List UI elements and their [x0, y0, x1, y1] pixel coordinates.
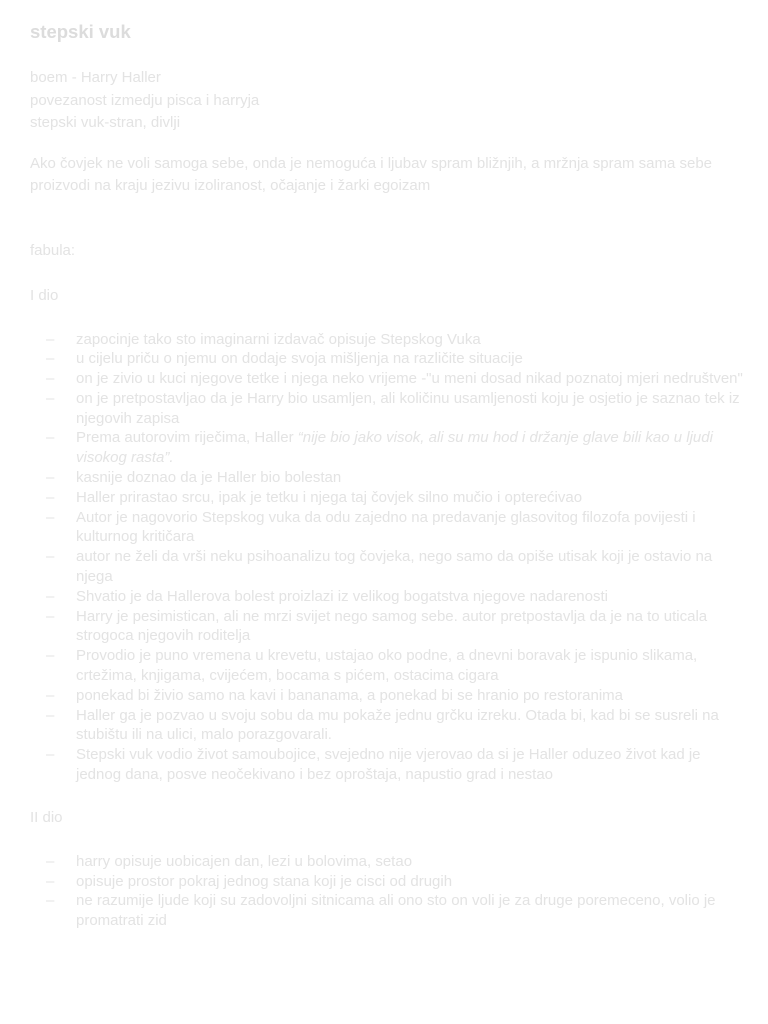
dash-bullet: –: [46, 607, 55, 625]
list-item: [30, 508, 744, 548]
list-item-text: opisuje prostor pokraj jednog stana koji je cisci od drugih: [76, 872, 453, 890]
document-title: stepski vuk: [30, 21, 131, 42]
list-item-text: on je zivio u kuci njegove tetke i njega neko vrijeme -"u meni dosad nikad poznatoj mjeri nedruštven": [76, 370, 743, 388]
list-item-text: harry opisuje uobicajen dan, lezi u bolovima, setao: [76, 852, 413, 870]
dash-bullet: –: [46, 892, 55, 910]
list-item: [30, 745, 744, 785]
list-item-text: ne razumije ljude koji su zadovoljni sitnicama ali ono sto on voli je za druge poremeceno, volio je promatrati zid: [76, 892, 716, 930]
list-item-text: autor ne želi da vrši neku psihoanalizu tog čovjeka, nego samo da opiše utisak koji je ostavio na njega: [76, 548, 713, 586]
dash-bullet: –: [46, 508, 55, 526]
dash-bullet: –: [46, 686, 55, 704]
dash-bullet: –: [46, 370, 55, 388]
list-item-text: on je pretpostavljao da je Harry bio usamljen, ali količinu usamljenosti koju je osjetio je saznao tek iz njegovih zapisa: [76, 389, 740, 427]
list-item-text: Haller prirastao srcu, ipak je tetku i njega taj čovjek silno mučio i opterećivao: [76, 488, 583, 506]
list-item: [30, 646, 744, 686]
dash-bullet: –: [46, 548, 55, 566]
dash-bullet: –: [46, 469, 55, 487]
dash-bullet: –: [46, 330, 55, 348]
dash-bullet: –: [46, 488, 55, 506]
intro-line: boem - Harry Haller: [30, 69, 161, 86]
italic-quote: “nije bio jako visok, ali su mu hod i držanje glave bili kao u ljudi visokog rasta”.: [76, 429, 713, 467]
list-item-text: Provodio je puno vremena u krevetu, ustajao oko podne, a dnevni boravak je ispunio slikama, crtežima, knjigama, cvijećem, bocama s pićem, ostacima cigara: [76, 647, 698, 685]
part2-heading: II dio: [30, 808, 63, 826]
list-item: [30, 369, 744, 389]
list-item-text: Haller ga je pozvao u svoju sobu da mu pokaže jednu grčku izreku. Otada bi, kad bi se susreli na stubištu ili na ulici, malo porazgovarali.: [76, 706, 719, 744]
list-item-text: Stepski vuk vodio život samoubojice, svejedno nije vjerovao da si je Haller oduzeo život kad je jednog dana, posve neočekivano i bez oproštaja, napustio grad i nestao: [76, 746, 701, 784]
part1-list: [30, 330, 743, 785]
part1-heading: I dio: [30, 286, 59, 304]
list-item: [30, 349, 744, 369]
list-item-text: u cijelu priču o njemu on dodaje svoja mišljenja na različite situacije: [76, 350, 523, 368]
list-item-text: kasnije doznao da je Haller bio bolestan: [76, 469, 342, 487]
dash-bullet: –: [46, 647, 55, 665]
intro-line: stepski vuk-stran, divlji: [30, 114, 181, 131]
dash-bullet: –: [46, 389, 55, 407]
intro-line: povezanost izmedju pisca i harryja: [30, 91, 260, 109]
list-item: [30, 488, 744, 508]
dash-bullet: –: [46, 587, 55, 605]
dash-bullet: –: [46, 429, 55, 447]
list-item: [30, 706, 744, 746]
list-item-text: Prema autorovim riječima, Haller: [76, 429, 298, 447]
list-item: [30, 891, 744, 931]
list-item-text: Harry je pesimistican, ali ne mrzi svijet nego samog sebe. autor pretpostavlja da je na to uticala strogoca njegovih roditelja: [76, 607, 708, 645]
list-item: [30, 607, 744, 647]
dash-bullet: –: [46, 706, 55, 724]
list-item: [30, 428, 744, 468]
quote-paragraph: Ako čovjek ne voli samoga sebe, onda je nemoguća i ljubav spram bližnjih, a mržnja spram sama sebe proizvodi na kraju jezivu izoliranost, očajanje i žarki egoizam: [30, 154, 713, 194]
list-item-text: Autor je nagovorio Stepskog vuka da odu zajedno na predavanje glasovitog filozofa povijesti i kulturnog kritičara: [76, 508, 696, 546]
list-item-text: ponekad bi živio samo na kavi i bananama, a ponekad bi se hranio po restoranima: [76, 686, 624, 704]
list-item: [30, 468, 744, 488]
intro-block: [30, 67, 738, 135]
list-item: [30, 587, 744, 607]
list-item: [30, 547, 744, 587]
dash-bullet: –: [46, 872, 55, 890]
list-item: [30, 389, 744, 429]
dash-bullet: –: [46, 852, 55, 870]
dash-bullet: –: [46, 746, 55, 764]
list-item-text: Shvatio je da Hallerova bolest proizlazi iz velikog bogatstva njegove nadarenosti: [76, 587, 608, 605]
list-item-text: zapocinje tako sto imaginarni izdavač opisuje Stepskog Vuka: [76, 330, 481, 348]
list-item: [30, 852, 744, 872]
dash-bullet: –: [46, 350, 55, 368]
fabula-label: fabula:: [30, 241, 76, 259]
list-item: [30, 872, 744, 892]
list-item: [30, 686, 744, 706]
part2-list: [30, 852, 738, 931]
list-item: [30, 330, 744, 350]
